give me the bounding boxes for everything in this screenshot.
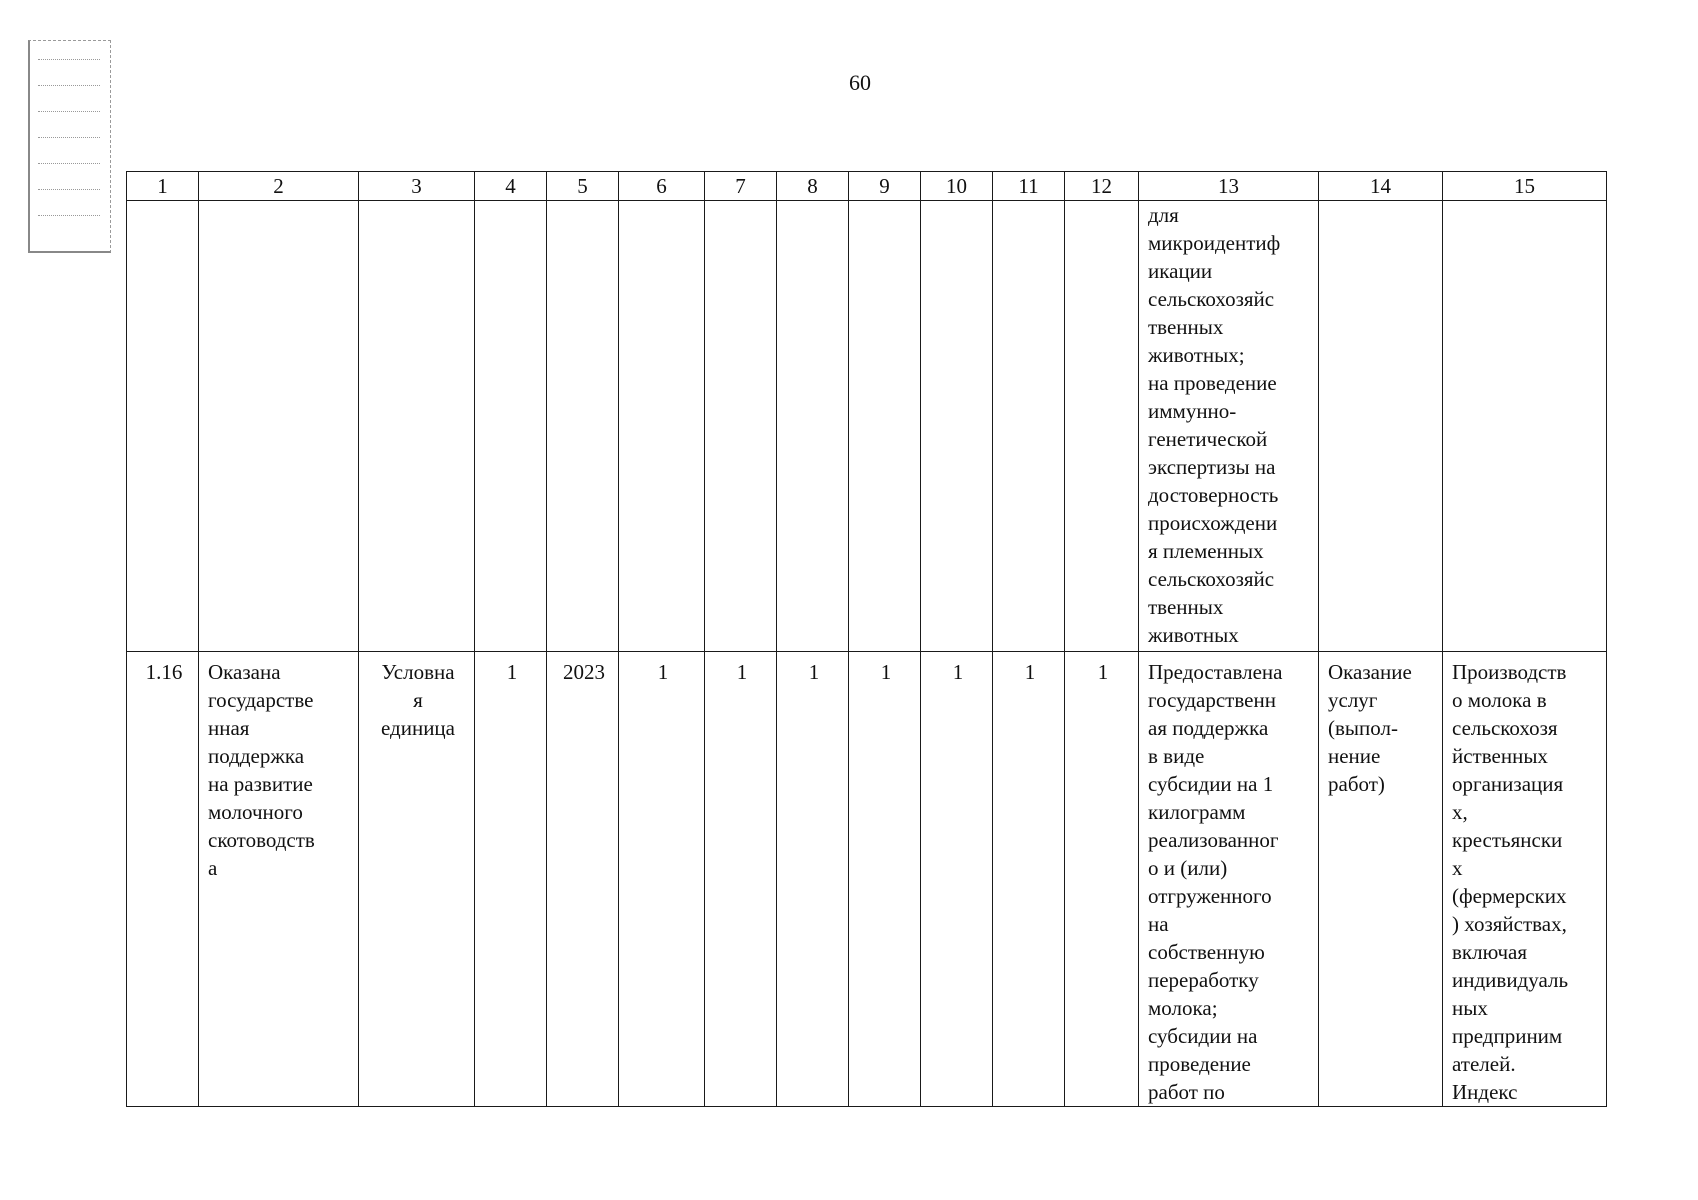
column-header: 6 xyxy=(619,172,705,201)
data-table xyxy=(126,171,1607,1107)
column-header: 4 xyxy=(475,172,547,201)
value-cell: 1 xyxy=(475,652,547,1107)
column-header: 14 xyxy=(1319,172,1443,201)
value-cell: 1 xyxy=(1065,652,1139,1107)
table-cell xyxy=(705,201,777,652)
table-cell xyxy=(127,201,199,652)
column-header: 12 xyxy=(1065,172,1139,201)
task-name-cell: Оказана государстве нная поддержка на развитие молочного скотоводств а xyxy=(199,652,359,1107)
table-cell xyxy=(993,201,1065,652)
value-cell: 1 xyxy=(705,652,777,1107)
value-cell: 1 xyxy=(619,652,705,1107)
table-row-continuation xyxy=(127,201,1607,652)
table-cell xyxy=(1319,201,1443,652)
result-description-cell: для микроидентиф икации сельскохозяйс твенных животных; на проведение иммунно- генетической экспертизы на достоверность происхождени я племенных сельскохозяйс твенных животных xyxy=(1139,201,1319,652)
column-header: 5 xyxy=(547,172,619,201)
registration-stamp xyxy=(28,40,111,253)
table-row-1-16 xyxy=(127,652,1607,1107)
table-cell xyxy=(359,201,475,652)
column-header: 2 xyxy=(199,172,359,201)
value-cell: 1 xyxy=(777,652,849,1107)
page-number: 60 xyxy=(849,70,871,95)
column-header: 11 xyxy=(993,172,1065,201)
value-cell: 1 xyxy=(993,652,1065,1107)
column-header: 8 xyxy=(777,172,849,201)
column-header: 7 xyxy=(705,172,777,201)
column-header: 15 xyxy=(1443,172,1607,201)
table-cell xyxy=(921,201,993,652)
column-header: 13 xyxy=(1139,172,1319,201)
table-cell xyxy=(1065,201,1139,652)
value-cell: 1 xyxy=(849,652,921,1107)
table-cell xyxy=(199,201,359,652)
column-header: 3 xyxy=(359,172,475,201)
row-number-cell: 1.16 xyxy=(127,652,199,1107)
result-description-cell: Предоставлена государственн ая поддержка в виде субсидии на 1 килограмм реализованног о и (или) отгруженного на собственную переработку молока; субсидии на проведение работ по xyxy=(1139,652,1319,1107)
unit-cell: Условна я единица xyxy=(359,652,475,1107)
table-cell xyxy=(475,201,547,652)
table-cell xyxy=(777,201,849,652)
effect-description-cell: Производств о молока в сельскохозя йственных организация х, крестьянски х (фермерских ) хозяйствах, включая индивидуаль ных предприним ателей. Индекс xyxy=(1443,652,1607,1107)
table-cell xyxy=(1443,201,1607,652)
column-header: 9 xyxy=(849,172,921,201)
year-cell: 2023 xyxy=(547,652,619,1107)
column-number-row xyxy=(127,172,1607,201)
column-header: 10 xyxy=(921,172,993,201)
table-cell xyxy=(619,201,705,652)
value-cell: 1 xyxy=(921,652,993,1107)
table-cell xyxy=(547,201,619,652)
result-type-cell: Оказание услуг (выпол- нение работ) xyxy=(1319,652,1443,1107)
column-header: 1 xyxy=(127,172,199,201)
table-cell xyxy=(849,201,921,652)
